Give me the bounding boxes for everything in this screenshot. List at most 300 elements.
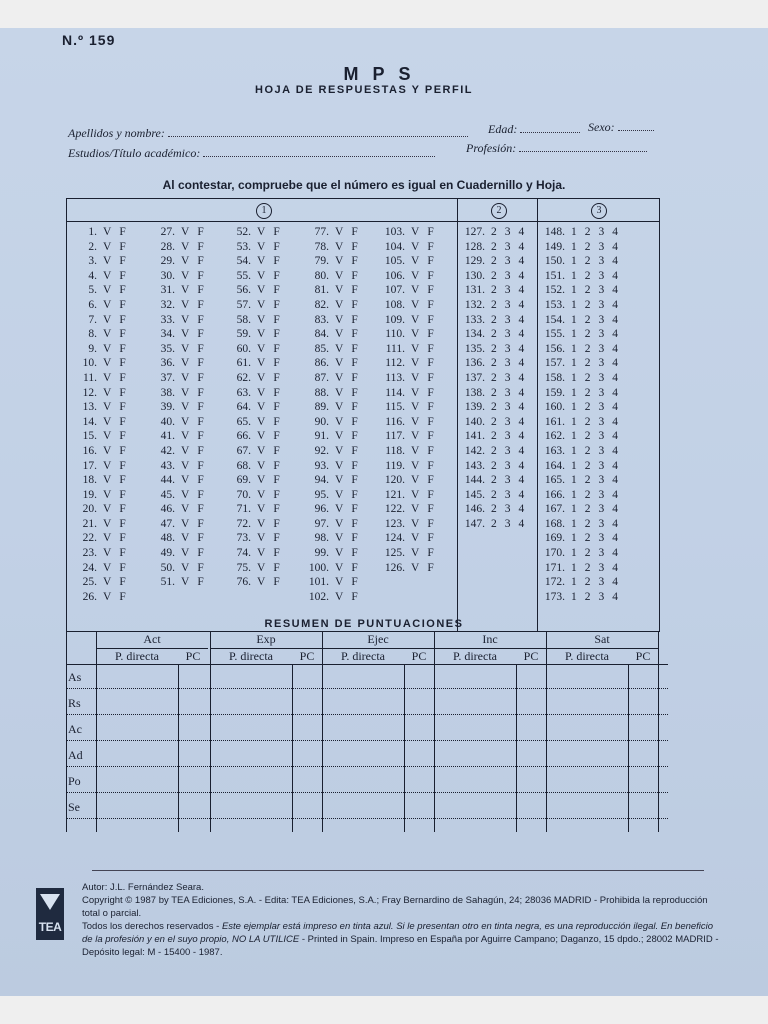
option-2[interactable]: 2 [584,590,591,603]
option-V[interactable]: V [257,226,266,238]
option-4[interactable]: 4 [612,401,618,414]
option-V[interactable]: V [181,488,190,501]
option-2[interactable]: 2 [491,284,497,297]
option-4[interactable]: 4 [612,590,618,603]
option-F[interactable]: F [119,532,126,545]
option-V[interactable]: V [335,444,344,457]
option-4[interactable]: 4 [612,298,618,311]
option-2[interactable]: 2 [584,503,591,516]
option-F[interactable]: F [119,298,126,311]
option-V[interactable]: V [103,561,112,574]
option-V[interactable]: V [411,474,420,487]
option-3[interactable]: 3 [504,459,511,472]
option-V[interactable]: V [181,503,190,516]
option-V[interactable]: V [335,371,344,384]
option-V[interactable]: V [103,459,112,472]
option-F[interactable]: F [273,576,280,589]
option-F[interactable]: F [351,459,358,472]
option-F[interactable]: F [273,415,280,428]
option-2[interactable]: 2 [584,532,591,545]
option-2[interactable]: 2 [491,240,497,253]
option-V[interactable]: V [181,313,190,326]
option-2[interactable]: 2 [584,313,591,326]
option-V[interactable]: V [335,532,344,545]
option-F[interactable]: F [119,488,126,501]
option-2[interactable]: 2 [491,328,497,341]
option-V[interactable]: V [335,226,344,238]
option-3[interactable]: 3 [504,342,511,355]
option-2[interactable]: 2 [584,401,591,414]
option-F[interactable]: F [351,561,358,574]
option-F[interactable]: F [273,488,280,501]
option-V[interactable]: V [411,298,420,311]
option-4[interactable]: 4 [612,255,618,268]
option-4[interactable]: 4 [612,561,618,574]
option-1[interactable]: 1 [571,590,577,603]
option-4[interactable]: 4 [612,313,618,326]
option-F[interactable]: F [119,430,126,443]
option-4[interactable]: 4 [612,459,618,472]
option-V[interactable]: V [103,444,112,457]
option-V[interactable]: V [335,561,344,574]
option-V[interactable]: V [411,313,420,326]
option-V[interactable]: V [335,430,344,443]
option-V[interactable]: V [411,226,420,238]
option-F[interactable]: F [351,342,358,355]
option-2[interactable]: 2 [584,269,591,282]
option-V[interactable]: V [103,517,112,530]
option-3[interactable]: 3 [598,488,605,501]
option-3[interactable]: 3 [598,532,605,545]
option-F[interactable]: F [273,313,280,326]
option-V[interactable]: V [335,474,344,487]
option-V[interactable]: V [411,284,420,297]
option-3[interactable]: 3 [504,298,511,311]
option-V[interactable]: V [181,576,190,589]
option-F[interactable]: F [119,401,126,414]
option-V[interactable]: V [335,590,344,603]
option-V[interactable]: V [257,298,266,311]
option-F[interactable]: F [273,532,280,545]
option-F[interactable]: F [197,240,204,253]
option-F[interactable]: F [351,547,358,560]
option-V[interactable]: V [181,547,190,560]
option-4[interactable]: 4 [518,386,525,399]
option-4[interactable]: 4 [518,357,525,370]
option-F[interactable]: F [273,371,280,384]
studies-field[interactable] [68,146,435,161]
option-2[interactable]: 2 [584,488,591,501]
option-2[interactable]: 2 [584,371,591,384]
option-3[interactable]: 3 [598,474,605,487]
option-F[interactable]: F [273,298,280,311]
option-F[interactable]: F [273,561,280,574]
option-F[interactable]: F [119,474,126,487]
option-1[interactable]: 1 [571,576,577,589]
option-V[interactable]: V [257,342,266,355]
option-2[interactable]: 2 [584,444,591,457]
option-F[interactable]: F [119,459,126,472]
option-F[interactable]: F [427,269,434,282]
option-F[interactable]: F [197,517,204,530]
option-2[interactable]: 2 [584,342,591,355]
option-F[interactable]: F [197,532,204,545]
option-F[interactable]: F [351,576,358,589]
option-3[interactable]: 3 [598,313,605,326]
option-1[interactable]: 1 [571,474,577,487]
option-2[interactable]: 2 [491,342,497,355]
option-F[interactable]: F [351,488,358,501]
option-V[interactable]: V [335,576,344,589]
option-3[interactable]: 3 [504,371,511,384]
option-2[interactable]: 2 [491,226,497,238]
option-F[interactable]: F [351,328,358,341]
option-4[interactable]: 4 [612,328,618,341]
option-F[interactable]: F [119,517,126,530]
option-V[interactable]: V [335,342,344,355]
option-F[interactable]: F [119,503,126,516]
option-4[interactable]: 4 [518,269,525,282]
option-3[interactable]: 3 [504,444,511,457]
option-F[interactable]: F [197,415,204,428]
option-3[interactable]: 3 [598,269,605,282]
option-V[interactable]: V [257,357,266,370]
option-V[interactable]: V [257,328,266,341]
option-2[interactable]: 2 [491,474,497,487]
option-F[interactable]: F [119,371,126,384]
option-V[interactable]: V [411,386,420,399]
option-F[interactable]: F [119,269,126,282]
option-V[interactable]: V [257,503,266,516]
option-3[interactable]: 3 [598,226,605,238]
option-4[interactable]: 4 [518,313,525,326]
option-V[interactable]: V [103,430,112,443]
option-V[interactable]: V [181,284,190,297]
option-2[interactable]: 2 [491,357,497,370]
option-1[interactable]: 1 [571,488,577,501]
option-V[interactable]: V [181,474,190,487]
option-F[interactable]: F [351,430,358,443]
option-F[interactable]: F [197,459,204,472]
option-F[interactable]: F [273,547,280,560]
option-F[interactable]: F [197,284,204,297]
option-F[interactable]: F [427,459,434,472]
option-F[interactable]: F [197,371,204,384]
option-V[interactable]: V [181,226,190,238]
option-3[interactable]: 3 [598,298,605,311]
option-4[interactable]: 4 [518,328,525,341]
option-F[interactable]: F [273,401,280,414]
option-3[interactable]: 3 [504,415,511,428]
option-1[interactable]: 1 [571,430,577,443]
option-F[interactable]: F [273,503,280,516]
option-F[interactable]: F [197,503,204,516]
option-3[interactable]: 3 [504,357,511,370]
option-V[interactable]: V [335,284,344,297]
option-V[interactable]: V [103,226,112,238]
option-4[interactable]: 4 [518,240,525,253]
option-V[interactable]: V [103,415,112,428]
option-2[interactable]: 2 [584,547,591,560]
option-1[interactable]: 1 [571,226,577,238]
option-V[interactable]: V [103,532,112,545]
option-V[interactable]: V [257,444,266,457]
option-F[interactable]: F [351,386,358,399]
option-V[interactable]: V [257,401,266,414]
option-3[interactable]: 3 [504,401,511,414]
option-4[interactable]: 4 [518,284,525,297]
profession-field[interactable] [466,141,647,156]
option-V[interactable]: V [411,561,420,574]
option-4[interactable]: 4 [612,430,618,443]
option-3[interactable]: 3 [598,240,605,253]
option-3[interactable]: 3 [598,444,605,457]
option-V[interactable]: V [335,415,344,428]
option-V[interactable]: V [411,269,420,282]
option-F[interactable]: F [427,517,434,530]
option-V[interactable]: V [103,474,112,487]
option-3[interactable]: 3 [598,255,605,268]
option-4[interactable]: 4 [518,459,525,472]
option-V[interactable]: V [103,488,112,501]
option-F[interactable]: F [273,459,280,472]
option-2[interactable]: 2 [584,517,591,530]
option-4[interactable]: 4 [612,503,618,516]
age-field[interactable] [488,122,580,137]
option-F[interactable]: F [197,269,204,282]
option-F[interactable]: F [427,386,434,399]
option-V[interactable]: V [335,547,344,560]
option-V[interactable]: V [103,386,112,399]
option-V[interactable]: V [257,576,266,589]
option-V[interactable]: V [181,561,190,574]
option-V[interactable]: V [411,532,420,545]
option-V[interactable]: V [411,371,420,384]
option-F[interactable]: F [427,371,434,384]
option-4[interactable]: 4 [518,503,525,516]
option-V[interactable]: V [257,430,266,443]
option-V[interactable]: V [335,503,344,516]
option-V[interactable]: V [335,255,344,268]
option-F[interactable]: F [427,328,434,341]
option-F[interactable]: F [273,328,280,341]
option-F[interactable]: F [119,313,126,326]
option-2[interactable]: 2 [584,386,591,399]
option-3[interactable]: 3 [504,240,511,253]
option-1[interactable]: 1 [571,240,577,253]
option-V[interactable]: V [181,298,190,311]
option-F[interactable]: F [351,284,358,297]
option-V[interactable]: V [103,342,112,355]
option-F[interactable]: F [427,298,434,311]
option-3[interactable]: 3 [598,517,605,530]
option-4[interactable]: 4 [612,547,618,560]
option-1[interactable]: 1 [571,517,577,530]
option-V[interactable]: V [411,430,420,443]
option-V[interactable]: V [257,532,266,545]
option-F[interactable]: F [197,328,204,341]
score-row-line[interactable] [66,818,668,819]
option-1[interactable]: 1 [571,255,577,268]
option-F[interactable]: F [197,313,204,326]
option-4[interactable]: 4 [612,517,618,530]
option-4[interactable]: 4 [518,474,525,487]
option-F[interactable]: F [197,226,204,238]
option-V[interactable]: V [411,240,420,253]
option-V[interactable]: V [103,357,112,370]
option-4[interactable]: 4 [518,342,525,355]
option-F[interactable]: F [427,415,434,428]
option-2[interactable]: 2 [491,386,497,399]
option-V[interactable]: V [103,269,112,282]
option-F[interactable]: F [427,561,434,574]
option-F[interactable]: F [119,284,126,297]
option-F[interactable]: F [197,401,204,414]
option-4[interactable]: 4 [612,415,618,428]
option-F[interactable]: F [351,255,358,268]
option-F[interactable]: F [273,444,280,457]
option-3[interactable]: 3 [504,328,511,341]
option-F[interactable]: F [427,255,434,268]
option-F[interactable]: F [119,328,126,341]
option-F[interactable]: F [351,313,358,326]
option-F[interactable]: F [119,255,126,268]
option-V[interactable]: V [335,357,344,370]
option-V[interactable]: V [335,488,344,501]
option-3[interactable]: 3 [598,401,605,414]
option-F[interactable]: F [351,226,358,238]
option-V[interactable]: V [335,459,344,472]
option-F[interactable]: F [427,342,434,355]
option-4[interactable]: 4 [518,401,525,414]
option-4[interactable]: 4 [612,532,618,545]
option-F[interactable]: F [197,547,204,560]
option-F[interactable]: F [197,386,204,399]
option-1[interactable]: 1 [571,357,577,370]
option-2[interactable]: 2 [491,401,497,414]
option-V[interactable]: V [411,357,420,370]
option-F[interactable]: F [273,474,280,487]
option-F[interactable]: F [273,240,280,253]
option-2[interactable]: 2 [584,298,591,311]
option-V[interactable]: V [411,342,420,355]
option-2[interactable]: 2 [584,328,591,341]
option-V[interactable]: V [411,488,420,501]
option-V[interactable]: V [257,255,266,268]
option-F[interactable]: F [427,532,434,545]
option-V[interactable]: V [181,401,190,414]
score-row-line[interactable] [66,792,668,793]
option-F[interactable]: F [351,517,358,530]
option-V[interactable]: V [411,328,420,341]
option-2[interactable]: 2 [491,488,497,501]
option-F[interactable]: F [351,444,358,457]
option-1[interactable]: 1 [571,532,577,545]
option-V[interactable]: V [257,386,266,399]
option-2[interactable]: 2 [491,415,497,428]
option-2[interactable]: 2 [584,357,591,370]
option-4[interactable]: 4 [612,576,618,589]
option-V[interactable]: V [181,255,190,268]
option-V[interactable]: V [103,298,112,311]
option-3[interactable]: 3 [504,284,511,297]
option-F[interactable]: F [273,386,280,399]
option-4[interactable]: 4 [612,444,618,457]
option-V[interactable]: V [257,561,266,574]
option-4[interactable]: 4 [612,386,618,399]
option-V[interactable]: V [181,386,190,399]
option-3[interactable]: 3 [598,590,605,603]
option-F[interactable]: F [119,342,126,355]
option-F[interactable]: F [427,430,434,443]
option-V[interactable]: V [257,313,266,326]
option-3[interactable]: 3 [598,547,605,560]
option-1[interactable]: 1 [571,328,577,341]
option-3[interactable]: 3 [504,488,511,501]
option-V[interactable]: V [257,547,266,560]
option-F[interactable]: F [119,240,126,253]
option-V[interactable]: V [103,255,112,268]
option-4[interactable]: 4 [612,357,618,370]
option-2[interactable]: 2 [584,255,591,268]
score-row-line[interactable] [66,714,668,715]
option-1[interactable]: 1 [571,459,577,472]
name-field[interactable] [68,126,468,141]
option-F[interactable]: F [119,444,126,457]
option-2[interactable]: 2 [491,517,497,530]
option-V[interactable]: V [335,298,344,311]
option-2[interactable]: 2 [584,561,591,574]
option-V[interactable]: V [335,328,344,341]
age-line[interactable] [520,122,580,133]
option-V[interactable]: V [411,401,420,414]
option-1[interactable]: 1 [571,371,577,384]
option-V[interactable]: V [335,240,344,253]
option-F[interactable]: F [273,269,280,282]
option-4[interactable]: 4 [518,298,525,311]
option-V[interactable]: V [257,269,266,282]
option-V[interactable]: V [103,313,112,326]
option-V[interactable]: V [335,386,344,399]
option-V[interactable]: V [411,415,420,428]
option-V[interactable]: V [181,415,190,428]
option-3[interactable]: 3 [598,430,605,443]
option-F[interactable]: F [351,415,358,428]
option-V[interactable]: V [257,415,266,428]
option-2[interactable]: 2 [491,459,497,472]
option-V[interactable]: V [103,401,112,414]
option-V[interactable]: V [103,371,112,384]
option-4[interactable]: 4 [518,255,525,268]
option-3[interactable]: 3 [598,503,605,516]
option-2[interactable]: 2 [491,430,497,443]
option-V[interactable]: V [257,474,266,487]
option-F[interactable]: F [197,298,204,311]
option-4[interactable]: 4 [518,415,525,428]
option-4[interactable]: 4 [518,226,525,238]
option-F[interactable]: F [427,474,434,487]
option-2[interactable]: 2 [584,415,591,428]
option-V[interactable]: V [181,532,190,545]
name-line[interactable] [168,126,468,137]
studies-line[interactable] [203,146,435,157]
option-3[interactable]: 3 [598,357,605,370]
option-V[interactable]: V [181,459,190,472]
option-2[interactable]: 2 [584,284,591,297]
option-V[interactable]: V [411,459,420,472]
option-1[interactable]: 1 [571,401,577,414]
option-4[interactable]: 4 [518,517,525,530]
